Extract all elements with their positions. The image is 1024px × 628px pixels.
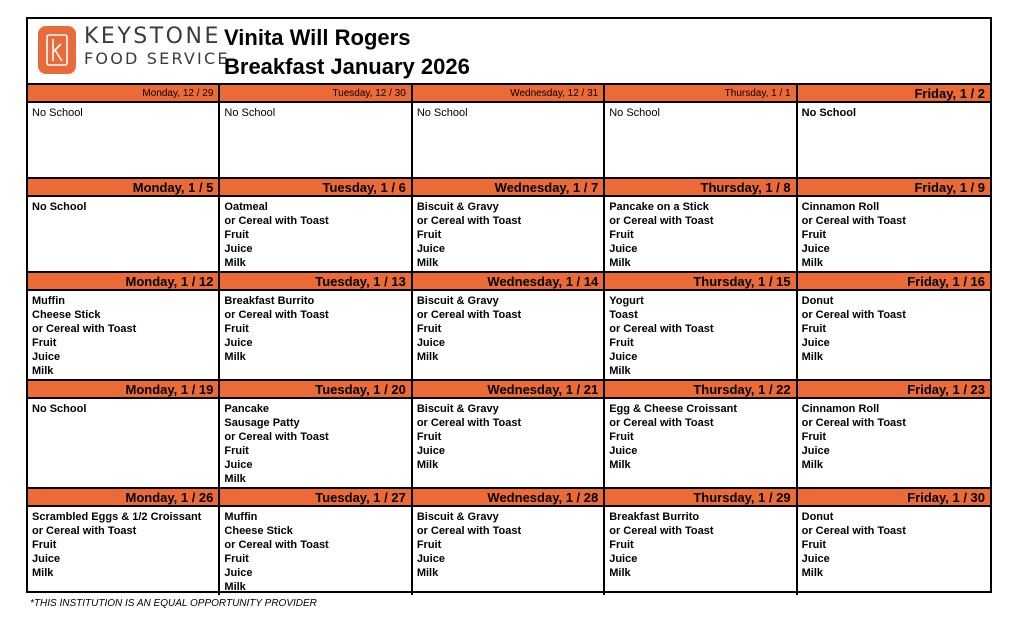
week-row — [28, 381, 990, 489]
menu-item: Fruit — [224, 323, 249, 335]
menu-item: Milk — [32, 365, 54, 377]
menu-item: or Cereal with Toast — [416, 417, 522, 429]
menu-item: Juice — [32, 351, 61, 363]
day-header: Monday, 1 / 19 — [28, 381, 218, 399]
day-header: Tuesday, 1 / 20 — [220, 381, 410, 399]
menu-item: Juice — [609, 351, 638, 363]
day-cell — [220, 85, 412, 177]
day-menu — [28, 399, 218, 416]
day-header: Tuesday, 12 / 30 — [220, 85, 410, 103]
menu-item: or Cereal with Toast — [801, 215, 906, 227]
menu-item: Juice — [609, 243, 638, 255]
day-header: Thursday, 1 / 22 — [605, 381, 795, 399]
menu-item: No School — [32, 403, 87, 415]
day-header: Monday, 12 / 29 — [28, 85, 218, 103]
menu-item: No School — [801, 107, 857, 119]
menu-item: Fruit — [32, 539, 57, 551]
menu-item: Juice — [224, 459, 253, 471]
menu-item: Juice — [609, 553, 638, 565]
menu-item: Fruit — [609, 431, 634, 443]
day-cell — [798, 179, 990, 271]
day-header: Monday, 1 / 5 — [28, 179, 218, 197]
menu-item: No School — [32, 201, 87, 213]
day-cell — [413, 179, 605, 271]
day-header: Thursday, 1 / 29 — [605, 489, 795, 507]
menu-item: Pancake on a Stick — [609, 201, 709, 213]
menu-title — [224, 23, 470, 81]
menu-item: Fruit — [224, 553, 249, 565]
menu-sheet — [26, 17, 992, 593]
day-header: Friday, 1 / 23 — [798, 381, 990, 399]
day-cell — [605, 489, 797, 595]
menu-item: Fruit — [416, 539, 442, 551]
menu-item: No School — [416, 107, 468, 119]
day-header: Wednesday, 1 / 14 — [413, 273, 603, 291]
menu-item: Biscuit & Gravy — [416, 201, 499, 213]
menu-item: Juice — [801, 337, 830, 349]
menu-item: Fruit — [801, 539, 827, 551]
menu-item: Milk — [224, 581, 246, 593]
menu-month: Breakfast January 2026 — [224, 54, 470, 79]
menu-item: or Cereal with Toast — [224, 309, 329, 321]
menu-item: or Cereal with Toast — [416, 525, 522, 537]
menu-item: Milk — [224, 257, 246, 269]
day-menu — [798, 399, 990, 472]
day-header: Friday, 1 / 9 — [798, 179, 990, 197]
menu-item: Milk — [801, 567, 824, 579]
menu-item: Toast — [609, 309, 638, 321]
day-header: Wednesday, 12 / 31 — [413, 85, 603, 103]
day-menu — [605, 103, 795, 120]
week-row — [28, 489, 990, 595]
day-menu — [28, 197, 218, 214]
menu-item: Biscuit & Gravy — [416, 403, 499, 415]
menu-item: No School — [32, 107, 83, 119]
menu-item: Juice — [32, 553, 61, 565]
day-cell — [220, 489, 412, 595]
day-menu — [798, 507, 990, 580]
day-menu — [220, 197, 410, 270]
day-menu — [28, 507, 218, 580]
brand-name — [84, 25, 230, 69]
day-menu — [220, 291, 410, 364]
day-cell — [605, 179, 797, 271]
menu-item: Milk — [416, 257, 439, 269]
menu-item: or Cereal with Toast — [416, 215, 522, 227]
menu-item: Juice — [224, 337, 253, 349]
brand-line-1: KEYSTONE — [84, 24, 221, 49]
day-cell — [413, 489, 605, 595]
week-row — [28, 85, 990, 179]
menu-item: Biscuit & Gravy — [416, 511, 499, 523]
menu-item: Scrambled Eggs & 1/2 Croissant — [32, 511, 202, 523]
day-cell — [413, 381, 605, 487]
menu-item: or Cereal with Toast — [416, 309, 522, 321]
day-header: Wednesday, 1 / 28 — [413, 489, 603, 507]
menu-item: or Cereal with Toast — [801, 309, 906, 321]
day-menu — [413, 103, 603, 120]
day-cell — [798, 489, 990, 595]
day-header: Monday, 1 / 26 — [28, 489, 218, 507]
menu-item: Milk — [801, 257, 824, 269]
menu-item: or Cereal with Toast — [609, 417, 714, 429]
day-cell — [798, 85, 990, 177]
menu-item: Juice — [224, 243, 253, 255]
menu-item: or Cereal with Toast — [224, 431, 329, 443]
menu-header — [28, 19, 990, 85]
menu-item: Donut — [801, 511, 834, 523]
week-row — [28, 273, 990, 381]
day-menu — [605, 197, 795, 270]
menu-item: Milk — [609, 257, 631, 269]
day-cell — [28, 489, 220, 595]
day-cell — [220, 381, 412, 487]
day-cell — [28, 273, 220, 379]
menu-item: Milk — [801, 459, 824, 471]
day-cell — [605, 381, 797, 487]
menu-item: Fruit — [224, 229, 249, 241]
menu-item: Yogurt — [609, 295, 644, 307]
day-cell — [28, 85, 220, 177]
menu-item: or Cereal with Toast — [32, 323, 137, 335]
day-header: Thursday, 1 / 15 — [605, 273, 795, 291]
day-header: Wednesday, 1 / 21 — [413, 381, 603, 399]
day-header: Wednesday, 1 / 7 — [413, 179, 603, 197]
menu-item: or Cereal with Toast — [224, 539, 329, 551]
menu-item: Donut — [801, 295, 834, 307]
menu-item: Fruit — [801, 323, 827, 335]
menu-item: Oatmeal — [224, 201, 268, 213]
menu-item: Breakfast Burrito — [609, 511, 700, 523]
day-menu — [605, 507, 795, 580]
day-menu — [798, 291, 990, 364]
menu-item: Egg & Cheese Croissant — [609, 403, 737, 415]
menu-item: Juice — [801, 243, 830, 255]
menu-item: or Cereal with Toast — [609, 215, 714, 227]
day-menu — [798, 103, 990, 120]
day-cell — [605, 273, 797, 379]
menu-item: Juice — [224, 567, 253, 579]
menu-item: or Cereal with Toast — [609, 323, 714, 335]
menu-calendar-grid — [28, 85, 990, 595]
menu-item: Milk — [32, 567, 54, 579]
day-header: Tuesday, 1 / 13 — [220, 273, 410, 291]
menu-item: Biscuit & Gravy — [416, 295, 499, 307]
day-cell — [798, 381, 990, 487]
day-cell — [220, 179, 412, 271]
menu-item: Juice — [801, 553, 830, 565]
menu-item: Fruit — [416, 431, 442, 443]
day-cell — [605, 85, 797, 177]
menu-item: No School — [224, 107, 276, 119]
menu-item: Fruit — [416, 323, 442, 335]
menu-item: Fruit — [609, 539, 634, 551]
menu-item: Cheese Stick — [224, 525, 293, 537]
menu-item: Milk — [609, 365, 631, 377]
day-menu — [605, 291, 795, 378]
day-header: Tuesday, 1 / 6 — [220, 179, 410, 197]
menu-item: Cheese Stick — [32, 309, 101, 321]
day-header: Friday, 1 / 16 — [798, 273, 990, 291]
day-header: Monday, 1 / 12 — [28, 273, 218, 291]
day-menu — [28, 291, 218, 378]
menu-item: Juice — [416, 553, 445, 565]
menu-item: Fruit — [416, 229, 442, 241]
menu-item: Juice — [801, 445, 830, 457]
day-menu — [798, 197, 990, 270]
menu-item: Milk — [609, 567, 631, 579]
menu-item: Milk — [801, 351, 824, 363]
day-header: Thursday, 1 / 1 — [605, 85, 795, 103]
day-menu — [413, 197, 603, 270]
menu-item: Muffin — [224, 511, 258, 523]
brand-line-2: FOOD SERVICE — [84, 49, 230, 68]
menu-item: or Cereal with Toast — [32, 525, 137, 537]
day-header: Friday, 1 / 2 — [798, 85, 990, 103]
day-cell — [413, 85, 605, 177]
equal-opportunity-notice: *THIS INSTITUTION IS AN EQUAL OPPORTUNITY PROVIDER — [30, 598, 317, 609]
k-logo-icon — [38, 26, 76, 74]
day-cell — [28, 381, 220, 487]
menu-item: Sausage Patty — [224, 417, 300, 429]
menu-item: or Cereal with Toast — [801, 525, 906, 537]
menu-item: Milk — [416, 567, 439, 579]
menu-item: or Cereal with Toast — [609, 525, 714, 537]
menu-item: Fruit — [224, 445, 249, 457]
menu-item: or Cereal with Toast — [224, 215, 329, 227]
menu-item: Cinnamon Roll — [801, 201, 880, 213]
day-menu — [220, 103, 410, 120]
menu-item: Muffin — [32, 295, 65, 307]
menu-item: Milk — [416, 351, 439, 363]
menu-item: Pancake — [224, 403, 270, 415]
menu-item: No School — [609, 107, 660, 119]
menu-item: or Cereal with Toast — [801, 417, 906, 429]
day-menu — [220, 399, 410, 486]
menu-item: Juice — [416, 445, 445, 457]
day-menu — [413, 399, 603, 472]
menu-item: Milk — [416, 459, 439, 471]
menu-item: Fruit — [32, 337, 57, 349]
menu-item: Juice — [416, 337, 445, 349]
day-cell — [798, 273, 990, 379]
day-header: Thursday, 1 / 8 — [605, 179, 795, 197]
day-menu — [28, 103, 218, 120]
menu-item: Fruit — [801, 431, 827, 443]
menu-item: Fruit — [609, 229, 634, 241]
menu-item: Fruit — [609, 337, 634, 349]
school-name: Vinita Will Rogers — [224, 25, 411, 50]
day-cell — [413, 273, 605, 379]
day-menu — [220, 507, 410, 594]
day-menu — [605, 399, 795, 472]
menu-item: Milk — [609, 459, 631, 471]
menu-item: Juice — [416, 243, 445, 255]
day-menu — [413, 291, 603, 364]
day-cell — [28, 179, 220, 271]
menu-item: Breakfast Burrito — [224, 295, 315, 307]
day-cell — [220, 273, 412, 379]
menu-item: Juice — [609, 445, 638, 457]
menu-item: Fruit — [801, 229, 827, 241]
menu-item: Milk — [224, 351, 246, 363]
menu-item: Cinnamon Roll — [801, 403, 880, 415]
day-header: Friday, 1 / 30 — [798, 489, 990, 507]
week-row — [28, 179, 990, 273]
day-menu — [413, 507, 603, 580]
menu-item: Milk — [224, 473, 246, 485]
day-header: Tuesday, 1 / 27 — [220, 489, 410, 507]
